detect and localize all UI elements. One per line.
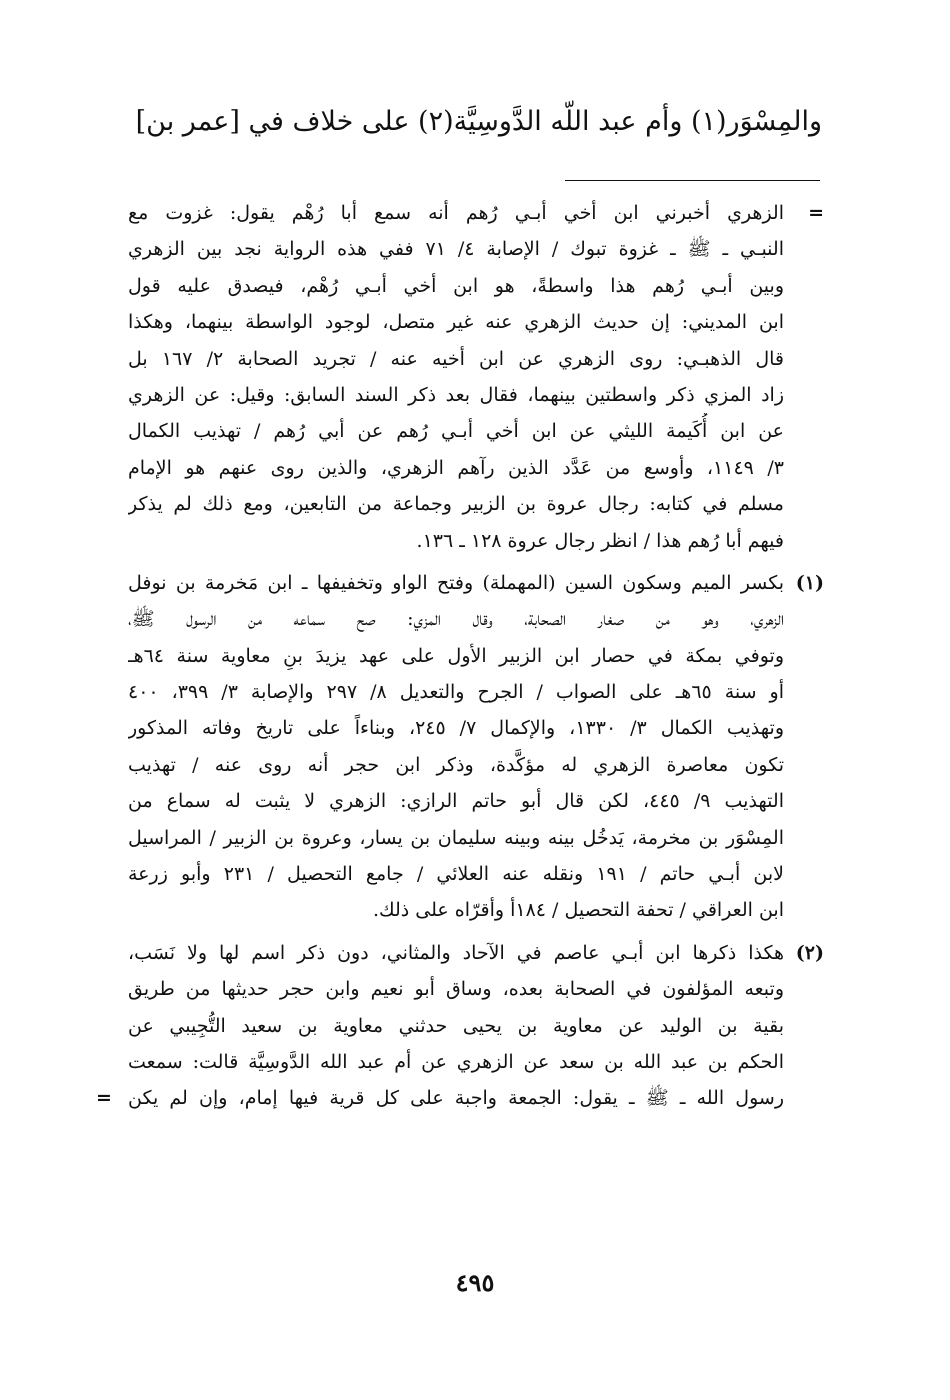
text-line: المِسْوَر بن مخرمة، يَدخُل بينه وبينه سليمان بن يسار، وعروة بن الزبير / المراسيل xyxy=(128,826,784,849)
page-header: والمِسْوَر(١) وأم عبد اللّه الدَّوسِيَّة(٢) على خلاف في [عمر بن] xyxy=(135,106,822,137)
footnote-2 xyxy=(96,935,824,1117)
continues-marker: = xyxy=(96,1087,112,1110)
text-line: مسلم في كتابه: رجال عروة بن الزبير وجماعة من التابعين، ومع ذلك لم يذكر xyxy=(128,493,784,516)
text-line: عن ابن أُكَيمة الليثي عن ابن أخي أبـي رُهم عن أبي رُهم / تهذيب الكمال xyxy=(128,420,784,443)
text-line: زاد المزي ذكر واسطتين بينهما، فقال بعد ذكر السند السابق: وقيل: عن الزهري xyxy=(128,383,784,406)
text-line: الزهري، وهو من صغار الصحابة، وقال المزي: صح سماعه من الرسول ﷺ، xyxy=(128,608,784,631)
text-line: لابن أبـي حاتم / ١٩١ ونقله عنه العلائي / جامع التحصيل / ٢٣١ وأبو زرعة xyxy=(128,863,784,886)
text-line: النبـي ـ ﷺ ـ غزوة تبوك / الإصابة ٤/ ٧١ ففي هذه الرواية نجد بين الزهري xyxy=(128,238,784,261)
text-line: وتوفي بمكة في حصار ابن الزبير الأول على عهد يزيدَ بنِ معاوية سنة ٦٤هـ xyxy=(128,644,784,667)
text-line: وتهذيب الكمال ٣/ ١٣٣٠، والإكمال ٧/ ٢٤٥، وبناءاً على تاريخ وفاته المذكور xyxy=(128,717,784,740)
text-line: قال الذهبـي: روى الزهري عن ابن أخيه عنه / تجريد الصحابة ٢/ ١٦٧ بل xyxy=(128,347,784,370)
text-line: أو سنة ٦٥هـ على الصواب / الجرح والتعديل ٨/ ٢٩٧ والإصابة ٣/ ٣٩٩، ٤٠٠ xyxy=(128,681,784,704)
footnote-number: (٢) xyxy=(795,941,824,964)
text-line: فيهم أبا رُهم هذا / انظر رجال عروة ١٢٨ ـ ١٣٦. xyxy=(416,529,784,552)
footnote-separator xyxy=(565,180,820,181)
footnotes-area xyxy=(96,195,824,1117)
page-number: ٤٩٥ xyxy=(455,1268,495,1297)
text-line: الزهري أخبرني ابن أخي أبـي رُهم أنه سمع أبا رُهْم يقول: غزوت مع xyxy=(128,202,784,224)
text-line: التهذيب ٩/ ٤٤٥، لكن قال أبو حاتم الرازي: الزهري لا يثبت له سماع من xyxy=(128,790,784,813)
text-line: هكذا ذكرها ابن أبـي عاصم في الآحاد والمثاني، دون ذكر اسم لها ولا نَسَب، xyxy=(128,941,784,964)
text-line: ابن المديني: إن حديث الزهري عنه غير متصل، لوجود الواسطة بينهما، وهكذا xyxy=(128,311,784,334)
text-line: تكون معاصرة الزهري له مؤكَّدة، وذكر ابن حجر أنه روى عنه / تهذيب xyxy=(128,753,784,776)
text-line: ٣/ ١١٤٩، وأوسع من عَدَّد الذين رآهم الزهري، والذين روى عنهم هو الإمام xyxy=(128,456,784,479)
text-line: ابن العراقي / تحفة التحصيل / ١٨٤أ وأقرّاه على ذلك. xyxy=(372,899,784,922)
text-line: بكسر الميم وسكون السين (المهملة) وفتح الواو وتخفيفها ـ ابن مَخرمة بن نوفل xyxy=(128,571,784,594)
text-line: الحكم بن عبد الله بن سعد عن الزهري عن أم عبد الله الدَّوسِيَّة قالت: سمعت xyxy=(128,1050,784,1073)
text-line: وبين أبـي رُهم هذا واسطةً، هو ابن أخي أبـي رُهْم، فيصدق عليه قول xyxy=(128,274,784,297)
footnote-1 xyxy=(128,565,822,929)
footnote-number: (١) xyxy=(795,571,824,594)
text-line: بقية بن الوليد عن معاوية بن يحيى حدثني معاوية بن سعيد التُّجِيبي عن xyxy=(128,1014,784,1037)
text-line: رسول الله ـ ﷺ ـ يقول: الجمعة واجبة على كل قرية فيها إمام، وإن لم يكن xyxy=(128,1087,784,1110)
continued-footnote xyxy=(128,195,822,559)
text-line: وتبعه المؤلفون في الصحابة بعده، وساق أبو نعيم وابن حجر حديثها من طريق xyxy=(128,978,784,1001)
continuation-marker: = xyxy=(808,202,824,224)
